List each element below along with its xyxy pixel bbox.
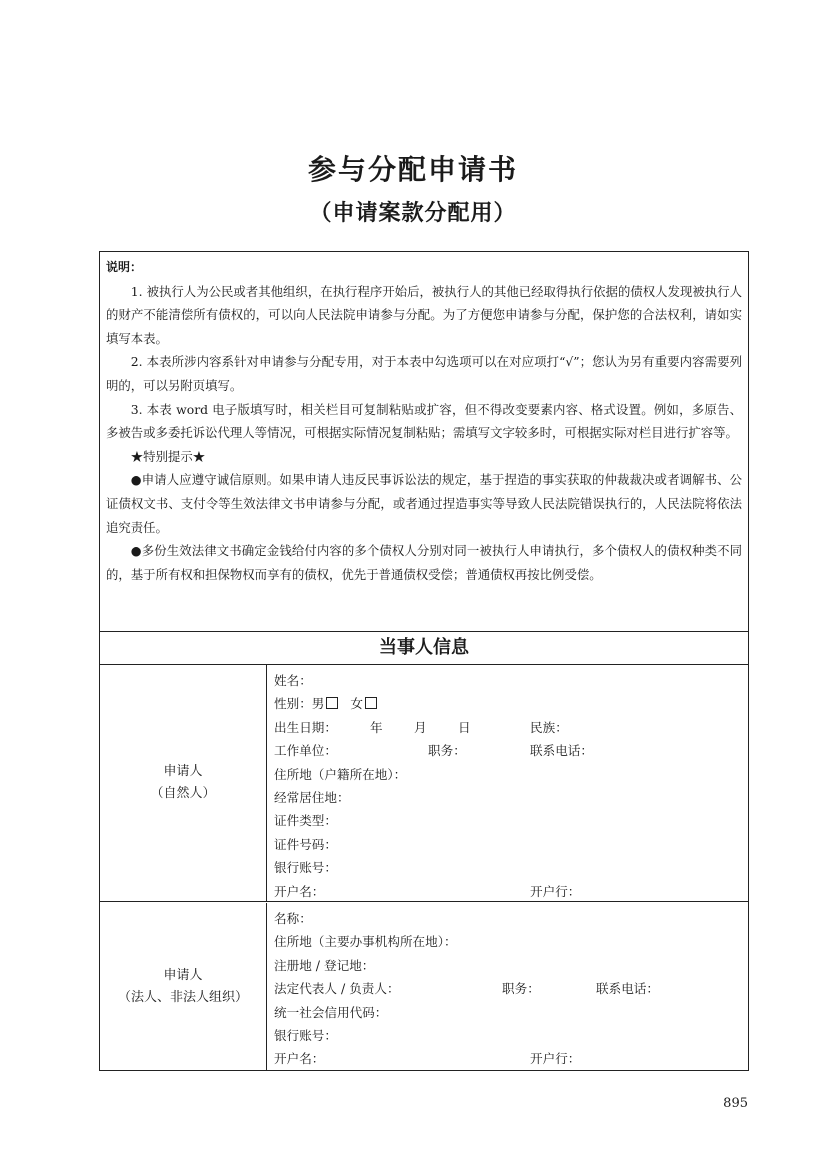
natural-person-row — [100, 665, 748, 902]
natural-person-fields — [274, 669, 744, 903]
special-notice-1: ●申请人应遵守诚信原则。如果申请人违反民事诉讼法的规定，基于捏造的事实获取的仲裁裁决或者调解书、公证债权文书、支付令等生效法律文书申请参与分配，或者通过捏造事实等导致人民法院错误执行的，人民法院将依法追究责任。 — [106, 472, 742, 535]
female-option-label: 女 — [350, 696, 363, 712]
org-position-field[interactable]: 职务： — [502, 981, 540, 997]
ethnicity-field[interactable]: 民族： — [530, 719, 568, 735]
birth-day-label: 日 — [458, 719, 471, 735]
name-field[interactable]: 姓名： — [274, 673, 312, 688]
registration-place-field[interactable]: 注册地 / 登记地： — [274, 957, 375, 973]
org-name-field[interactable]: 名称： — [274, 911, 312, 926]
birth-year-label: 年 — [370, 719, 383, 735]
id-type-field[interactable]: 证件类型： — [274, 813, 337, 829]
natural-person-label — [100, 665, 267, 901]
male-option-label: 男 — [311, 696, 325, 712]
instructions-heading: 说明： — [106, 260, 143, 274]
page-number: 895 — [723, 1096, 748, 1111]
special-notice-2: ●多份生效法律文书确定金钱给付内容的多个债权人分别对同一被执行人申请执行，多个债权人的债权种类不同的，基于所有权和担保物权而享有的债权，优先于普通债权受偿；普通债权再按比例受偿。 — [106, 543, 742, 582]
gender-label: 性别： — [274, 696, 312, 712]
instruction-1: 1. 被执行人为公民或者其他组织，在执行程序开始后，被执行人的其他已经取得执行依据的债权人发现被执行人的财产不能清偿所有债权的，可以向人民法院申请参与分配。为了方便您申请参与分配，保护您的合法权利，请如实填写本表。 — [106, 283, 742, 346]
legal-person-label — [100, 903, 267, 1070]
phone-field[interactable]: 联系电话： — [530, 743, 593, 759]
instructions-box — [100, 252, 748, 632]
birth-month-label: 月 — [414, 719, 427, 735]
org-bank-account-field[interactable]: 银行账号： — [274, 1027, 337, 1043]
bank-account-field[interactable]: 银行账号： — [274, 860, 337, 876]
bank-name-field[interactable]: 开户行： — [530, 883, 581, 899]
domicile-field[interactable]: 住所地（户籍所在地）： — [274, 766, 407, 782]
legal-person-type: （法人、非法人组织） — [117, 989, 248, 1005]
document-subtitle: （申请案款分配用） — [309, 201, 517, 226]
account-name-field[interactable]: 开户名： — [274, 883, 325, 899]
gender-field — [274, 692, 377, 715]
id-number-field[interactable]: 证件号码： — [274, 836, 337, 852]
org-phone-field[interactable]: 联系电话： — [596, 981, 659, 997]
special-notice-heading: ★特别提示★ — [130, 448, 206, 464]
document-title: 参与分配申请书 — [307, 153, 518, 186]
instruction-3: 3. 本表 word 电子版填写时，相关栏目可复制粘贴或扩容，但不得改变要素内容、格式设置。例如，多原告、多被告或多委托诉讼代理人等情况，可根据实际情况复制粘贴；需填写文字较多时，可根据实际对栏目进行扩容等。 — [106, 401, 742, 441]
credit-code-field[interactable]: 统一社会信用代码： — [274, 1004, 388, 1020]
org-bank-name-field[interactable]: 开户行： — [530, 1051, 581, 1067]
female-checkbox[interactable] — [365, 697, 377, 709]
employer-field[interactable]: 工作单位： — [274, 743, 337, 759]
legal-person-fields — [274, 907, 744, 1071]
applicant-label: 申请人 — [163, 967, 203, 983]
applicant-label: 申请人 — [163, 764, 203, 779]
male-checkbox[interactable] — [326, 697, 338, 709]
natural-person-type: （自然人） — [150, 786, 216, 801]
residence-field[interactable]: 经常居住地： — [274, 789, 350, 805]
org-address-field[interactable]: 住所地（主要办事机构所在地）： — [274, 934, 457, 950]
legal-person-row — [100, 903, 748, 1070]
position-field[interactable]: 职务： — [428, 743, 466, 759]
legal-rep-field[interactable]: 法定代表人 / 负责人： — [274, 981, 400, 997]
instruction-2: 2. 本表所涉内容系针对申请参与分配专用，对于本表中勾选项可以在对应项打“√”；您认为另有重要内容需要列明的，可以另附页填写。 — [106, 354, 742, 393]
birth-date-field[interactable]: 出生日期： — [274, 719, 337, 735]
org-account-name-field[interactable]: 开户名： — [274, 1051, 325, 1067]
application-form — [99, 251, 749, 1071]
party-info-heading: 当事人信息 — [100, 632, 748, 665]
